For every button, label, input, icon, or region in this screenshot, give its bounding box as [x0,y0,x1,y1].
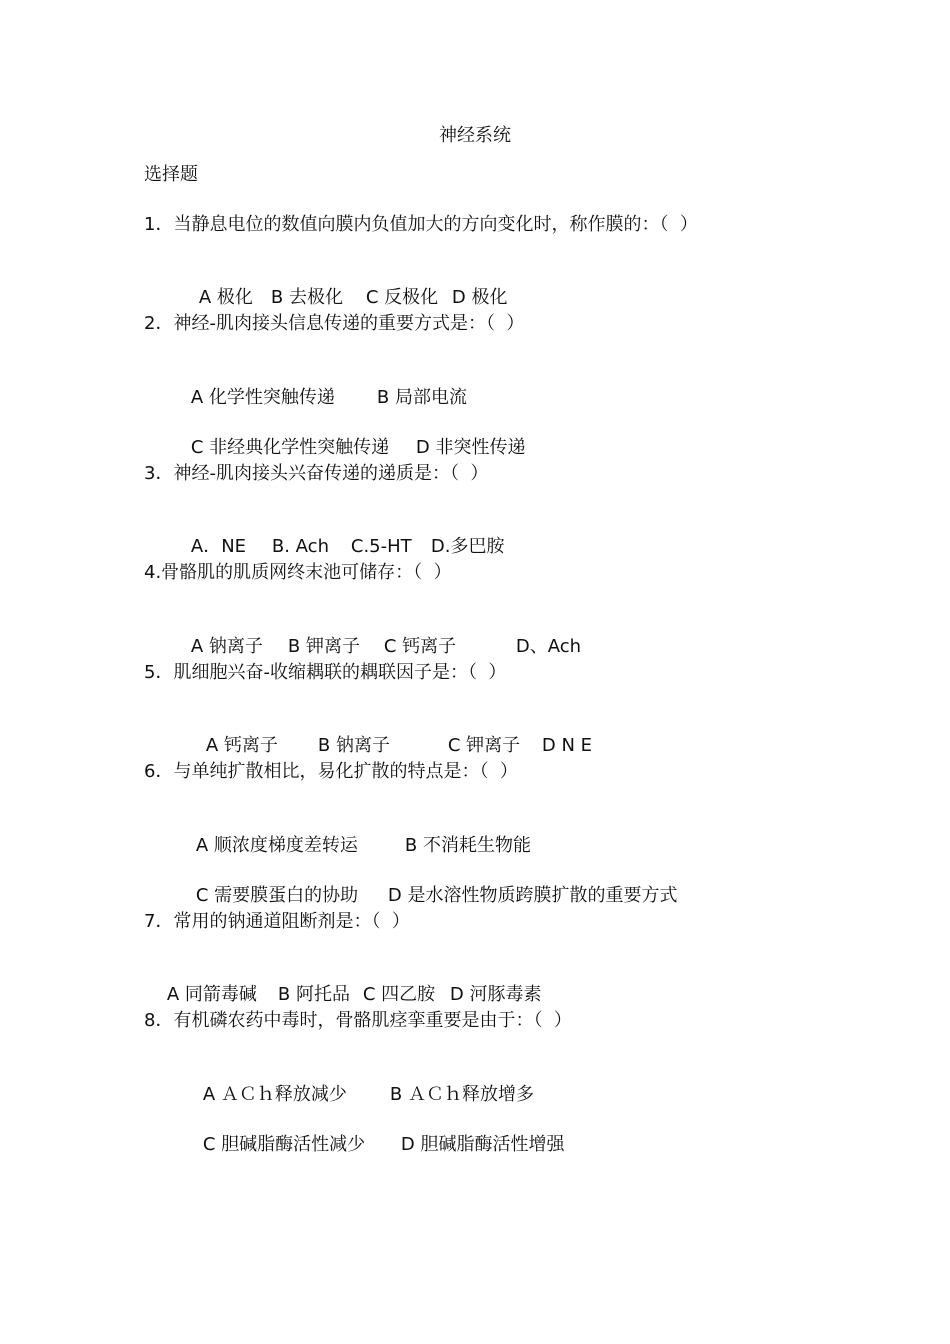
option: A ＡＣｈ释放减少 [202,1084,347,1105]
section-heading: 选择题 [144,164,198,185]
option: A 钠离子 [190,636,263,657]
option: D 胆碱脂酶活性增强 [400,1134,565,1155]
question-6-text: 6．与单纯扩散相比，易化扩散的特点是：（ ） [144,761,518,782]
option: D.多巴胺 [430,536,505,557]
option: D 非突性传递 [415,437,526,458]
question-5-text: 5．肌细胞兴奋-收缩耦联的耦联因子是：（ ） [144,662,507,683]
option: B. Ach [271,536,329,557]
option: B 钾离子 [287,636,360,657]
option: C 钙离子 [383,636,457,657]
option: D 是水溶性物质跨膜扩散的重要方式 [387,885,678,906]
question-2-text: 2．神经-肌肉接头信息传递的重要方式是：（ ） [144,313,525,334]
option: A 极化 [198,287,253,308]
option: B 钠离子 [317,735,390,756]
option: C 非经典化学性突触传递 [190,437,390,458]
question-3-text: 3．神经-肌肉接头兴奋传递的递质是：（ ） [144,463,489,484]
option: B 阿托品 [277,984,350,1005]
option: D N E [541,735,593,756]
option: A 钙离子 [205,735,278,756]
option: D 河豚毒素 [449,984,542,1005]
option: A 顺浓度梯度差转运 [195,835,358,856]
question-8-text: 8．有机磷农药中毒时，骨骼肌痉挛重要是由于：（ ） [144,1010,572,1031]
option: C 反极化 [365,287,439,308]
option: A．NE [190,536,247,557]
option: C 钾离子 [447,735,521,756]
option: C 需要膜蛋白的协助 [195,885,359,906]
option: B 局部电流 [376,387,467,408]
document-title: 神经系统 [439,125,511,146]
option: B 不消耗生物能 [404,835,531,856]
option: A 同箭毒碱 [166,984,257,1005]
option: B ＡＣｈ释放增多 [389,1084,534,1105]
question-7-text: 7．常用的钠通道阻断剂是：（ ） [144,911,410,932]
option: C 胆碱脂酶活性减少 [202,1134,366,1155]
question-8-options-2 [180,1109,564,1181]
option: D、Ach [515,636,582,657]
option: D 极化 [451,287,508,308]
question-1-text: 1．当静息电位的数值向膜内负值加大的方向变化时，称作膜的：（ ） [144,214,698,235]
option: A 化学性突触传递 [190,387,335,408]
question-4-text: 4.骨骼肌的肌质网终末池可储存：（ ） [144,562,452,583]
option: C.5-HT [350,536,412,557]
option: C 四乙胺 [362,984,436,1005]
option: B 去极化 [270,287,343,308]
